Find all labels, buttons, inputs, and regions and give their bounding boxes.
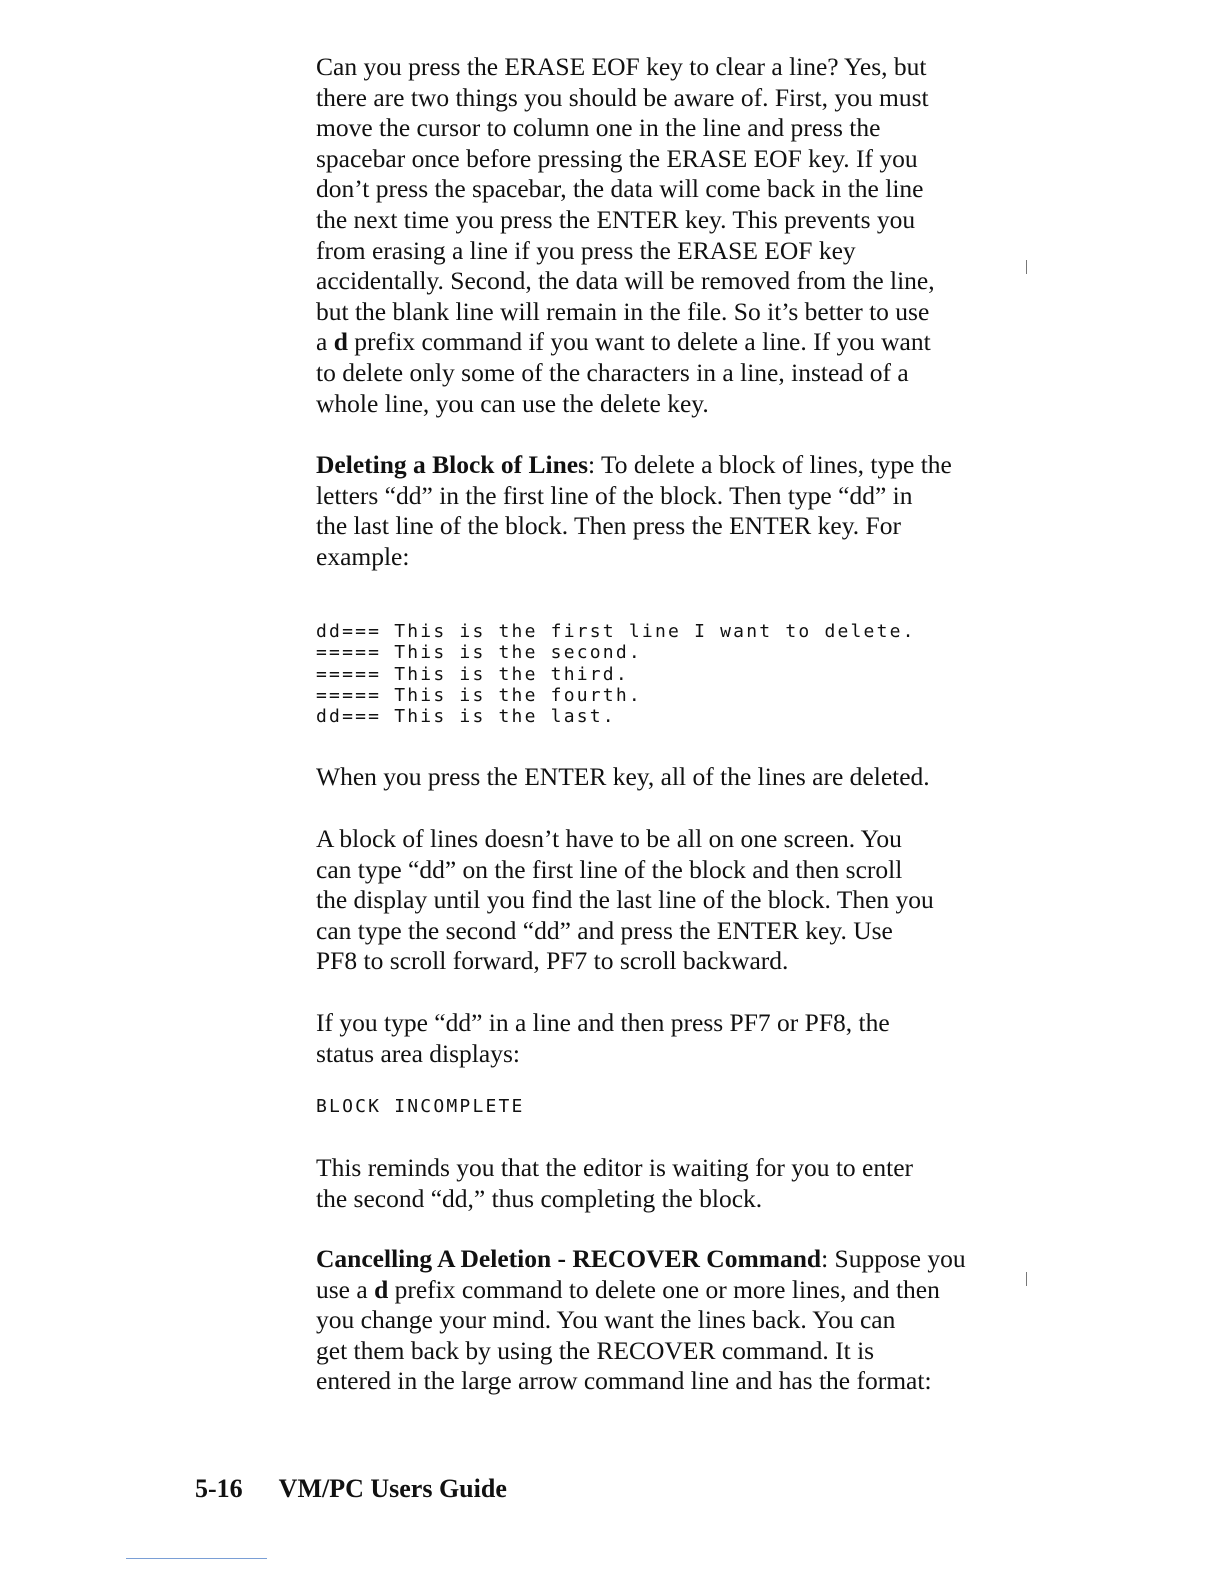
deleting-block-text: : To delete a block of lines, type the letters “dd” in the first line of the block. Then type “dd” in the last line of the block. Then press the ENTER key. For example: bbox=[316, 450, 952, 571]
paragraph-erase-eof bbox=[316, 52, 1006, 419]
code-line: ===== This is the second. bbox=[316, 642, 642, 664]
revision-bar bbox=[1026, 1272, 1027, 1286]
paragraph-multi-screen: A block of lines doesn’t have to be all on one screen. You can type “dd” on the first line of the block and then scroll the display until you find the last line of the block. Then you can type the second “dd” and press the ENTER key. Use PF8 to scroll forward, PF7 to scroll backward. bbox=[316, 824, 934, 976]
d-prefix-command: d bbox=[333, 327, 348, 357]
book-title: VM/PC Users Guide bbox=[278, 1474, 507, 1503]
paragraph-deleting-block bbox=[316, 450, 1006, 572]
code-line: dd=== This is the first line I want to delete. bbox=[316, 621, 916, 642]
paragraph-reminder: This reminds you that the editor is waiting for you to enter the second “dd,” thus completing the block. bbox=[316, 1153, 914, 1213]
recover-text-end: prefix command to delete one or more lines, and then you change your mind. You want the lines back. You can get them back by using the RECOVER command. It is entered in the large arrow command line and has the format: bbox=[316, 1274, 940, 1396]
paragraph-enter-deleted: When you press the ENTER key, all of the lines are deleted. bbox=[316, 762, 930, 791]
section-heading-recover: Cancelling A Deletion - RECOVER Command bbox=[316, 1244, 822, 1273]
paragraph-recover bbox=[316, 1244, 1006, 1397]
revision-bar bbox=[1026, 260, 1027, 274]
page-footer bbox=[195, 1474, 507, 1504]
paragraph-pf-scroll: If you type “dd” in a line and then press PF7 or PF8, the status area displays: bbox=[316, 1008, 890, 1068]
code-line: dd=== This is the last. bbox=[316, 706, 616, 728]
code-line: ===== This is the third. bbox=[316, 663, 629, 685]
erase-eof-text: Can you press the ERASE EOF key to clear a line? Yes, but there are two things you should be aware of. First, you must move the cursor to column one in the line and press the spacebar once before pressing the ERASE EOF key. If you don’t press the spacebar, the data will come back in the line the next time you press the ENTER key. This prevents you from erasing a line if you press the ERASE EOF key accidentally. Second, the data will be removed from the line, but the blank line will remain in the file. So it’s better to use bbox=[316, 52, 935, 326]
d-prefix-command: d bbox=[374, 1274, 389, 1304]
recover-text: : Suppose you use a bbox=[316, 1244, 966, 1304]
status-message: BLOCK INCOMPLETE bbox=[316, 1096, 525, 1117]
code-line: ===== This is the fourth. bbox=[316, 684, 642, 706]
erase-eof-text-cont: a bbox=[316, 327, 334, 357]
code-example-block bbox=[316, 621, 916, 727]
bottom-rule bbox=[126, 1558, 267, 1559]
erase-eof-text-end: prefix command if you want to delete a line. If you want to delete only some of the characters in a line, instead of a whole line, you can use the delete key. bbox=[316, 327, 931, 418]
page-number: 5-16 bbox=[195, 1474, 243, 1503]
section-heading-deleting-block: Deleting a Block of Lines bbox=[316, 450, 588, 479]
